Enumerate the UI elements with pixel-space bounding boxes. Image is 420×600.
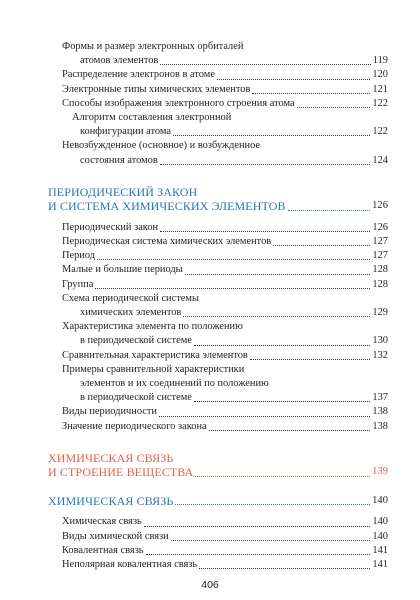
toc-section-heading [48,494,388,509]
toc-entry-page: 121 [372,83,388,95]
page-number: 406 [201,579,219,591]
toc-entry [48,221,388,235]
chapter-title-cont: И СТРОЕНИЕ ВЕЩЕСТВА [48,465,194,480]
section-title: ПЕРИОДИЧЕСКИЙ ЗАКОН [48,184,198,199]
toc-entry-page: 120 [372,69,388,81]
toc-entry-title-cont: элементов и их соединений по положению [80,378,269,390]
toc-entry-title: Периодический закон [62,221,159,233]
section-page: 140 [372,494,388,506]
toc-entry [48,249,388,263]
toc-entry-title: Виды периодичности [62,406,157,418]
toc-entry-page: 141 [372,544,388,556]
toc-entry [48,515,388,529]
dot-leader [159,416,370,417]
toc-section-heading [48,185,388,214]
dot-leader [144,526,371,527]
toc-entry-title: Период [62,250,96,262]
toc-entry-title-cont: в периодической системе [80,335,192,347]
dot-leader [199,568,370,569]
toc-entry-page: 129 [372,307,388,319]
toc-entry-title: Виды химической связи [62,530,169,542]
toc-entry-title: Сравнительная характеристика элементов [62,349,248,361]
dot-leader [194,401,371,402]
toc-entry-page: 119 [372,55,388,67]
toc-entry [48,544,388,558]
toc-entry-page: 122 [372,126,388,138]
dot-leader [183,316,370,317]
dot-leader [195,476,370,477]
toc-entry-page: 138 [372,420,388,432]
dot-leader [288,210,370,211]
toc-entry-page: 128 [372,264,388,276]
toc-entry [48,320,388,348]
toc-entry-title: Распределение электронов в атоме [62,69,215,81]
dot-leader [175,504,370,505]
toc-entry-title: Характеристика элемента по положению [62,321,243,333]
toc-entry-page: 124 [372,154,388,166]
toc-entry-title: Группа [62,278,94,290]
toc-entry-page: 127 [372,236,388,248]
dot-leader [146,554,371,555]
toc-chapter-heading [48,451,388,480]
dot-leader [95,288,370,289]
toc-entry-title-cont: конфигурации атома [80,126,171,138]
toc-entry-page: 132 [372,349,388,361]
dot-leader [97,259,370,260]
dot-leader [185,274,371,275]
toc-entry [48,111,388,139]
toc-entry-title: Значение периодического закона [62,420,207,432]
chapter-title: ХИМИЧЕСКАЯ СВЯЗЬ [48,450,174,465]
toc-entry [48,263,388,277]
toc-entry-title: Электронные типы химических элементов [62,83,251,95]
toc-entry-title-cont: химических элементов [80,307,182,319]
dot-leader [252,93,370,94]
toc-entry [48,530,388,544]
dot-leader [273,245,370,246]
toc-entry-title: Способы изображения электронного строения атома [62,97,295,109]
toc-entry-page: 141 [372,558,388,570]
dot-leader [173,135,370,136]
toc-entry-title-cont: атомов элементов [80,55,159,67]
dot-leader [160,231,370,232]
toc-entry [48,68,388,82]
chapter-page: 139 [372,466,388,478]
dot-leader [160,64,370,65]
toc-entry-title: Невозбужденное (основное) и возбужденное [62,140,261,152]
toc-entry [48,405,388,419]
toc-entry-title-cont: состояния атомов [80,154,158,166]
toc-entry-page: 140 [372,530,388,542]
toc-entry [48,97,388,111]
section-page: 126 [372,200,388,212]
toc-entry-title: Алгоритм составления электронной [72,112,232,124]
dot-leader [209,430,371,431]
toc-entry-title-cont: в периодической системе [80,392,192,404]
toc-entry-page: 126 [372,221,388,233]
toc-entry [48,292,388,320]
dot-leader [250,359,371,360]
dot-leader [217,79,370,80]
toc-entry [48,139,388,167]
toc-entry-page: 140 [372,516,388,528]
toc-entry-title: Периодическая система химических элементов [62,236,272,248]
toc-entry-page: 137 [372,392,388,404]
toc-entry-page: 127 [372,250,388,262]
toc-entry-title: Схема периодической системы [62,292,199,304]
dot-leader [160,164,371,165]
toc-entry [48,83,388,97]
dot-leader [297,107,371,108]
toc-entry [48,363,388,406]
dot-leader [194,345,371,346]
toc-entry [48,40,388,68]
toc-entry-title: Химическая связь [62,516,142,528]
toc-entry-title: Малые и большие периоды [62,264,183,276]
toc-entry [48,420,388,434]
toc-entry-title: Неполярная ковалентная связь [62,558,198,570]
toc-entry [48,558,388,572]
toc-entry-page: 138 [372,406,388,418]
toc-entry-title: Ковалентная связь [62,544,144,556]
dot-leader [171,540,371,541]
toc-entry-page: 128 [372,278,388,290]
toc-entry-title: Примеры сравнительной характеристики [62,363,245,375]
section-title-cont: И СИСТЕМА ХИМИЧЕСКИХ ЭЛЕМЕНТОВ [48,199,286,214]
toc-entry [48,278,388,292]
toc-entry [48,349,388,363]
toc-entry-title: Формы и размер электронных орбиталей [62,41,244,52]
table-of-contents [48,40,388,572]
toc-entry [48,235,388,249]
toc-entry-page: 122 [372,97,388,109]
section-title: ХИМИЧЕСКАЯ СВЯЗЬ [48,493,174,508]
toc-entry-page: 130 [372,335,388,347]
